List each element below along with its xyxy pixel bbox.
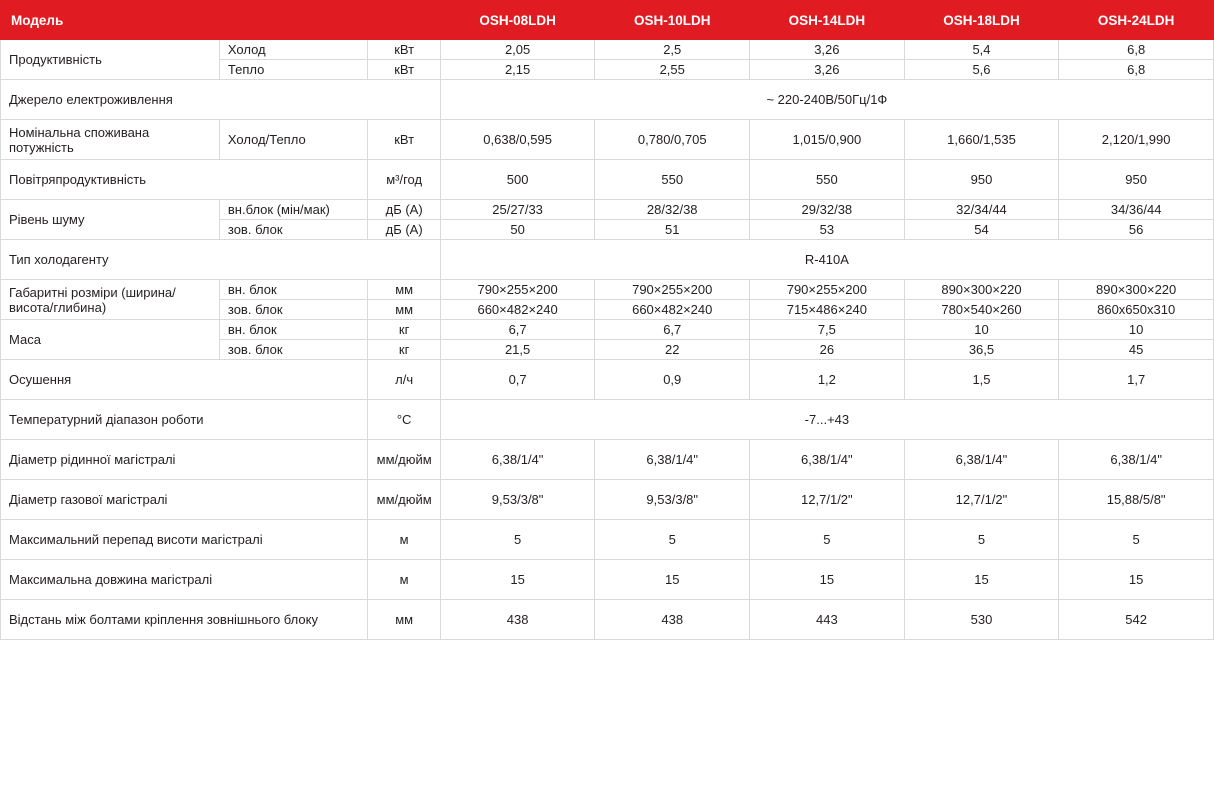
cell-value: 5 [1059, 520, 1214, 560]
cell-value: 6,38/1/4" [440, 440, 595, 480]
cell-value: 1,5 [904, 360, 1059, 400]
cell-value: 22 [595, 340, 750, 360]
header-model-label: Модель [1, 1, 441, 40]
row-unit: кВт [368, 60, 440, 80]
cell-value: 2,15 [440, 60, 595, 80]
table-row [1, 240, 1214, 280]
cell-value: 0,780/0,705 [595, 120, 750, 160]
cell-value: 0,638/0,595 [440, 120, 595, 160]
header-model-2: OSH-10LDH [595, 1, 750, 40]
cell-value: 15 [750, 560, 905, 600]
cell-value: 2,55 [595, 60, 750, 80]
row-param-label: Повітряпродуктивність [1, 160, 368, 200]
cell-value: 890×300×220 [1059, 280, 1214, 300]
row-unit: мм [368, 300, 440, 320]
table-row [1, 600, 1214, 640]
row-param-label: Відстань між болтами кріплення зовнішнього блоку [1, 600, 368, 640]
cell-value: 5 [440, 520, 595, 560]
row-unit: м [368, 560, 440, 600]
cell-value: 2,120/1,990 [1059, 120, 1214, 160]
cell-value: 15,88/5/8" [1059, 480, 1214, 520]
cell-value: 790×255×200 [750, 280, 905, 300]
row-unit: кВт [368, 120, 440, 160]
cell-value: 15 [904, 560, 1059, 600]
row-param-label: Рівень шуму [1, 200, 220, 240]
cell-value: 550 [750, 160, 905, 200]
cell-value: 36,5 [904, 340, 1059, 360]
header-model-3: OSH-14LDH [750, 1, 905, 40]
row-unit: мм [368, 600, 440, 640]
cell-value: 2,05 [440, 40, 595, 60]
cell-value: 5 [904, 520, 1059, 560]
cell-value: 530 [904, 600, 1059, 640]
header-model-5: OSH-24LDH [1059, 1, 1214, 40]
cell-value: 542 [1059, 600, 1214, 640]
row-sub-label: Холод [219, 40, 368, 60]
cell-value: 5 [750, 520, 905, 560]
cell-value: 7,5 [750, 320, 905, 340]
row-param-label: Діаметр газової магістралі [1, 480, 368, 520]
cell-value: 10 [1059, 320, 1214, 340]
table-row [1, 80, 1214, 120]
cell-value: 790×255×200 [595, 280, 750, 300]
row-sub-label: вн.блок (мін/мак) [219, 200, 368, 220]
cell-value: 45 [1059, 340, 1214, 360]
row-unit: кВт [368, 40, 440, 60]
cell-value-span: ~ 220-240В/50Гц/1Ф [440, 80, 1213, 120]
row-unit: мм/дюйм [368, 440, 440, 480]
row-param-label: Габаритні розміри (ширина/висота/глибина) [1, 280, 220, 320]
cell-value: 9,53/3/8" [440, 480, 595, 520]
cell-value: 950 [1059, 160, 1214, 200]
table-row [1, 160, 1214, 200]
row-unit: м³/год [368, 160, 440, 200]
cell-value: 6,7 [440, 320, 595, 340]
row-sub-label: зов. блок [219, 220, 368, 240]
cell-value: 6,38/1/4" [1059, 440, 1214, 480]
row-sub-label: вн. блок [219, 280, 368, 300]
table-row [1, 200, 1214, 220]
cell-value: 6,38/1/4" [595, 440, 750, 480]
row-param-label: Максимальний перепад висоти магістралі [1, 520, 368, 560]
cell-value: 715×486×240 [750, 300, 905, 320]
cell-value: 0,7 [440, 360, 595, 400]
table-header-row [1, 1, 1214, 40]
cell-value: 56 [1059, 220, 1214, 240]
cell-value: 1,2 [750, 360, 905, 400]
table-row [1, 400, 1214, 440]
cell-value: 950 [904, 160, 1059, 200]
table-row [1, 480, 1214, 520]
row-param-label: Номінальна споживана потужність [1, 120, 220, 160]
cell-value: 50 [440, 220, 595, 240]
row-param-label: Температурний діапазон роботи [1, 400, 368, 440]
row-sub-label: зов. блок [219, 340, 368, 360]
row-param-label: Осушення [1, 360, 368, 400]
cell-value: 29/32/38 [750, 200, 905, 220]
row-sub-label: зов. блок [219, 300, 368, 320]
table-row [1, 280, 1214, 300]
cell-value: 3,26 [750, 40, 905, 60]
row-unit: дБ (А) [368, 200, 440, 220]
cell-value: 890×300×220 [904, 280, 1059, 300]
cell-value: 1,660/1,535 [904, 120, 1059, 160]
cell-value: 12,7/1/2" [904, 480, 1059, 520]
table-row [1, 440, 1214, 480]
cell-value: 5,6 [904, 60, 1059, 80]
cell-value: 1,7 [1059, 360, 1214, 400]
cell-value: 500 [440, 160, 595, 200]
cell-value: 438 [440, 600, 595, 640]
header-model-4: OSH-18LDH [904, 1, 1059, 40]
cell-value: 660×482×240 [440, 300, 595, 320]
cell-value: 10 [904, 320, 1059, 340]
cell-value: 660×482×240 [595, 300, 750, 320]
cell-value: 32/34/44 [904, 200, 1059, 220]
row-sub-label: вн. блок [219, 320, 368, 340]
row-sub-label: Тепло [219, 60, 368, 80]
cell-value: 53 [750, 220, 905, 240]
cell-value: 2,5 [595, 40, 750, 60]
cell-value: 550 [595, 160, 750, 200]
cell-value: 6,38/1/4" [750, 440, 905, 480]
cell-value: 15 [1059, 560, 1214, 600]
cell-value: 25/27/33 [440, 200, 595, 220]
row-unit: кг [368, 320, 440, 340]
cell-value: 5 [595, 520, 750, 560]
cell-value: 3,26 [750, 60, 905, 80]
row-param-label: Діаметр рідинної магістралі [1, 440, 368, 480]
row-param-label: Джерело електроживлення [1, 80, 441, 120]
row-unit: дБ (А) [368, 220, 440, 240]
cell-value: 1,015/0,900 [750, 120, 905, 160]
row-unit: °C [368, 400, 440, 440]
row-param-label: Маса [1, 320, 220, 360]
table-row [1, 520, 1214, 560]
cell-value: 6,8 [1059, 60, 1214, 80]
row-param-label: Продуктивність [1, 40, 220, 80]
cell-value: 780×540×260 [904, 300, 1059, 320]
cell-value: 438 [595, 600, 750, 640]
cell-value: 6,7 [595, 320, 750, 340]
cell-value: 6,38/1/4" [904, 440, 1059, 480]
table-row [1, 320, 1214, 340]
cell-value: 15 [595, 560, 750, 600]
row-unit: кг [368, 340, 440, 360]
row-param-label: Тип холодагенту [1, 240, 441, 280]
row-unit: мм/дюйм [368, 480, 440, 520]
cell-value: 26 [750, 340, 905, 360]
row-unit: м [368, 520, 440, 560]
table-row [1, 560, 1214, 600]
cell-value: 21,5 [440, 340, 595, 360]
cell-value: 34/36/44 [1059, 200, 1214, 220]
cell-value: 0,9 [595, 360, 750, 400]
row-param-label: Максимальна довжина магістралі [1, 560, 368, 600]
cell-value-span: R-410A [440, 240, 1213, 280]
cell-value: 54 [904, 220, 1059, 240]
table-body [1, 40, 1214, 640]
table-row [1, 120, 1214, 160]
cell-value: 15 [440, 560, 595, 600]
header-model-1: OSH-08LDH [440, 1, 595, 40]
cell-value: 443 [750, 600, 905, 640]
row-sub-label: Холод/Тепло [219, 120, 368, 160]
table-row [1, 40, 1214, 60]
cell-value: 6,8 [1059, 40, 1214, 60]
cell-value: 9,53/3/8" [595, 480, 750, 520]
table-row [1, 360, 1214, 400]
cell-value: 51 [595, 220, 750, 240]
row-unit: л/ч [368, 360, 440, 400]
cell-value: 5,4 [904, 40, 1059, 60]
cell-value: 12,7/1/2" [750, 480, 905, 520]
cell-value: 860х650х310 [1059, 300, 1214, 320]
cell-value: 28/32/38 [595, 200, 750, 220]
row-unit: мм [368, 280, 440, 300]
cell-value: 790×255×200 [440, 280, 595, 300]
cell-value-span: -7...+43 [440, 400, 1213, 440]
